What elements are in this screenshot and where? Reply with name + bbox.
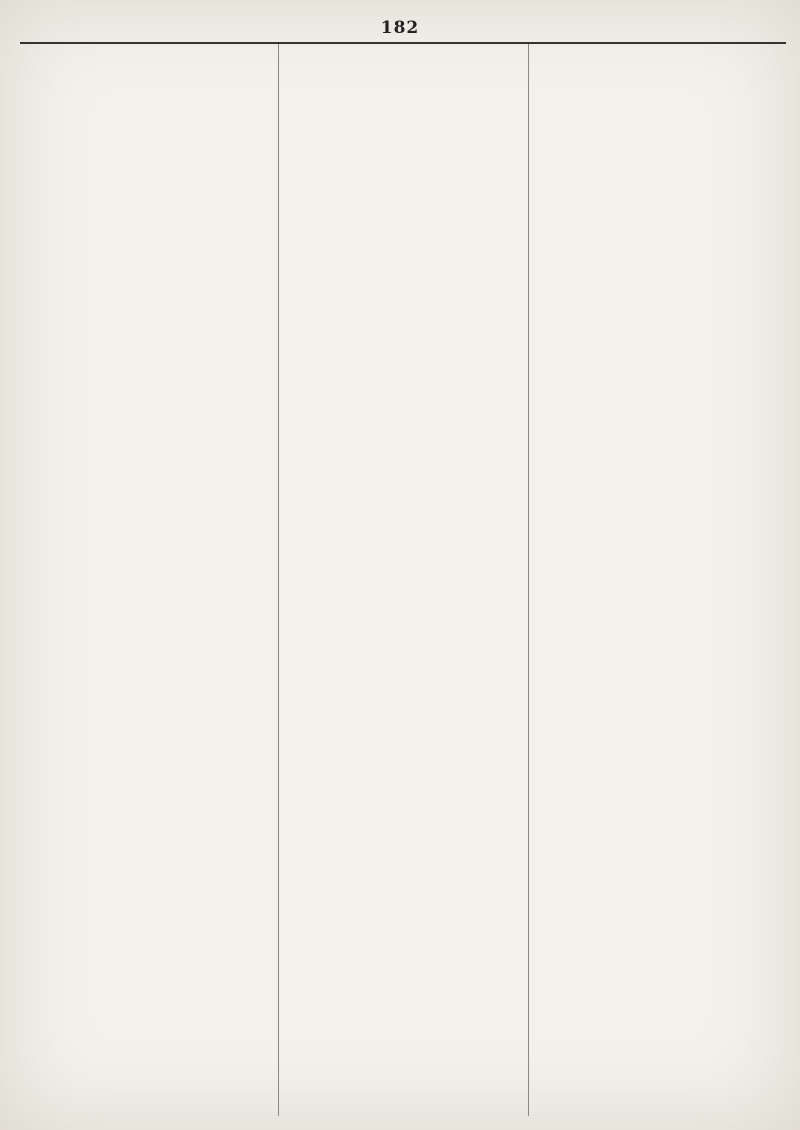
text-line <box>26 354 274 366</box>
text-line <box>534 689 786 701</box>
text-line <box>26 151 274 163</box>
text-line <box>534 486 786 498</box>
text-line <box>534 772 786 784</box>
text-line <box>534 187 786 199</box>
text-line <box>283 1057 523 1069</box>
text-line <box>534 1023 786 1035</box>
text-line <box>534 199 786 211</box>
text-line <box>534 80 786 92</box>
paragraph <box>534 187 786 474</box>
text-line <box>534 832 786 844</box>
text-line <box>283 701 523 713</box>
text-line <box>283 450 523 462</box>
text-line <box>283 985 523 997</box>
text-line <box>283 665 523 677</box>
text-line <box>283 151 523 163</box>
text-line <box>534 402 786 414</box>
text-line <box>534 319 786 331</box>
text-line <box>283 522 523 534</box>
text-line <box>26 498 274 510</box>
text-line <box>534 665 786 677</box>
text-line <box>283 474 523 486</box>
text-line <box>26 450 274 462</box>
text-line <box>283 319 523 331</box>
text-line <box>534 915 786 927</box>
text-line <box>26 116 274 128</box>
text-line <box>534 522 786 534</box>
text-line <box>26 868 274 880</box>
text-line <box>26 140 274 152</box>
text-line <box>26 760 274 772</box>
paragraph <box>283 510 523 689</box>
text-line <box>26 736 274 748</box>
text-line <box>283 545 523 557</box>
text-line <box>283 211 523 223</box>
text-line <box>283 92 523 104</box>
text-line <box>534 1095 786 1107</box>
text-line <box>283 116 523 128</box>
text-line <box>26 713 274 725</box>
text-line <box>26 366 274 378</box>
text-line <box>534 414 786 426</box>
text-line <box>283 390 523 402</box>
text-line <box>26 235 274 247</box>
text-line <box>283 713 523 725</box>
paragraph <box>534 44 786 187</box>
text-line <box>534 56 786 68</box>
text-line <box>534 295 786 307</box>
text-line <box>283 937 523 949</box>
text-line <box>26 808 274 820</box>
text-line <box>26 1011 274 1023</box>
text-line <box>26 187 274 199</box>
text-line <box>26 402 274 414</box>
text-line <box>26 486 274 498</box>
text-line <box>283 307 523 319</box>
text-line <box>534 438 786 450</box>
text-line <box>534 557 786 569</box>
text-line <box>283 557 523 569</box>
text-line <box>283 748 523 760</box>
text-line <box>283 1021 523 1033</box>
text-line <box>26 641 274 653</box>
text-line <box>283 80 523 92</box>
text-line <box>283 283 523 295</box>
text-line <box>26 784 274 796</box>
text-line <box>26 629 274 641</box>
text-line <box>283 1081 523 1093</box>
text-line <box>26 724 274 736</box>
text-line <box>283 510 523 522</box>
text-line <box>534 963 786 975</box>
text-line <box>283 1093 523 1105</box>
text-line <box>534 498 786 510</box>
text-line <box>534 390 786 402</box>
text-line <box>534 1011 786 1023</box>
text-line <box>26 163 274 175</box>
text-line <box>534 1047 786 1059</box>
text-line <box>283 223 523 235</box>
paragraph <box>283 283 523 510</box>
text-line <box>26 295 274 307</box>
text-line <box>283 56 523 68</box>
text-line <box>26 915 274 927</box>
page-header <box>0 8 800 44</box>
text-line <box>26 307 274 319</box>
text-line <box>283 569 523 581</box>
text-line <box>283 878 523 890</box>
text-line <box>283 973 523 985</box>
paragraph <box>283 175 523 282</box>
text-line <box>283 842 523 854</box>
text-line <box>534 474 786 486</box>
text-column-1 <box>26 44 274 1114</box>
text-line <box>283 830 523 842</box>
text-line <box>283 533 523 545</box>
text-line <box>534 605 786 617</box>
text-line <box>26 1059 274 1071</box>
paragraph <box>283 854 523 1114</box>
text-line <box>283 295 523 307</box>
text-line <box>534 975 786 987</box>
text-line <box>26 820 274 832</box>
text-line <box>534 987 786 999</box>
text-line <box>283 68 523 80</box>
text-line <box>534 223 786 235</box>
text-line <box>283 426 523 438</box>
text-line <box>26 653 274 665</box>
text-line <box>26 510 274 522</box>
text-line <box>26 677 274 689</box>
column-separator-1 <box>278 44 279 1116</box>
page-number: 182 <box>380 18 420 38</box>
text-line <box>534 880 786 892</box>
text-line <box>283 1009 523 1021</box>
text-line <box>283 593 523 605</box>
text-line <box>283 890 523 902</box>
text-line <box>534 951 786 963</box>
text-line <box>534 545 786 557</box>
text-line <box>26 104 274 116</box>
text-line <box>283 235 523 247</box>
text-line <box>26 80 274 92</box>
text-line <box>283 331 523 343</box>
text-line <box>283 163 523 175</box>
text-line <box>283 961 523 973</box>
text-line <box>26 414 274 426</box>
text-line <box>283 44 523 56</box>
text-line <box>26 832 274 844</box>
text-line <box>283 1033 523 1045</box>
paragraph <box>26 760 274 927</box>
text-line <box>26 175 274 187</box>
paragraph <box>534 665 786 892</box>
text-line <box>534 1071 786 1083</box>
text-line <box>534 366 786 378</box>
text-line <box>534 1106 786 1114</box>
text-line <box>283 199 523 211</box>
text-line <box>534 247 786 259</box>
paragraph <box>26 319 274 641</box>
paragraph <box>534 892 786 1011</box>
text-line <box>26 557 274 569</box>
text-line <box>283 247 523 259</box>
text-line <box>534 701 786 713</box>
text-line <box>26 581 274 593</box>
text-line <box>283 794 523 806</box>
text-line <box>26 927 274 939</box>
text-line <box>26 975 274 987</box>
column-separator-2 <box>528 44 529 1116</box>
text-line <box>26 892 274 904</box>
text-line <box>283 854 523 866</box>
text-line <box>26 199 274 211</box>
text-line <box>283 259 523 271</box>
text-line <box>283 462 523 474</box>
text-line <box>283 760 523 772</box>
text-line <box>534 151 786 163</box>
text-line <box>534 617 786 629</box>
text-line <box>534 844 786 856</box>
text-line <box>283 949 523 961</box>
text-line <box>26 223 274 235</box>
text-line <box>534 904 786 916</box>
text-line <box>283 617 523 629</box>
text-line <box>26 593 274 605</box>
text-line <box>534 307 786 319</box>
text-line <box>26 1083 274 1095</box>
text-line <box>534 939 786 951</box>
text-line <box>534 235 786 247</box>
text-line <box>534 677 786 689</box>
text-line <box>283 378 523 390</box>
text-line <box>26 772 274 784</box>
text-line <box>26 1035 274 1047</box>
text-line <box>26 438 274 450</box>
text-line <box>534 163 786 175</box>
text-line <box>534 116 786 128</box>
text-line <box>26 689 274 701</box>
text-line <box>283 925 523 937</box>
text-line <box>534 724 786 736</box>
text-line <box>534 999 786 1011</box>
text-line <box>534 569 786 581</box>
text-line <box>534 1083 786 1095</box>
text-line <box>534 927 786 939</box>
text-line <box>26 319 274 331</box>
text-line <box>26 1047 274 1059</box>
text-line <box>534 68 786 80</box>
text-line <box>534 271 786 283</box>
paragraph <box>283 794 523 854</box>
text-line <box>283 175 523 187</box>
text-line <box>26 569 274 581</box>
text-line <box>26 211 274 223</box>
text-line <box>283 772 523 784</box>
text-line <box>283 1045 523 1057</box>
text-line <box>26 426 274 438</box>
paragraph <box>534 1011 786 1114</box>
text-line <box>534 533 786 545</box>
text-line <box>534 510 786 522</box>
text-line <box>26 342 274 354</box>
text-line <box>283 354 523 366</box>
text-line <box>534 378 786 390</box>
text-line <box>26 378 274 390</box>
paragraph <box>26 641 274 760</box>
text-line <box>534 641 786 653</box>
text-line <box>26 44 274 56</box>
text-line <box>534 748 786 760</box>
text-line <box>534 175 786 187</box>
text-line <box>26 474 274 486</box>
text-column-2 <box>283 44 523 1114</box>
text-line <box>26 617 274 629</box>
text-line <box>534 331 786 343</box>
text-line <box>534 92 786 104</box>
text-line <box>534 44 786 56</box>
text-line <box>283 902 523 914</box>
text-line <box>26 331 274 343</box>
paragraph <box>26 44 274 199</box>
text-line <box>534 1035 786 1047</box>
text-line <box>283 271 523 283</box>
text-line <box>26 748 274 760</box>
text-line <box>26 259 274 271</box>
text-line <box>534 784 786 796</box>
text-line <box>534 581 786 593</box>
text-line <box>534 342 786 354</box>
text-line <box>26 1095 274 1107</box>
text-line <box>26 951 274 963</box>
text-line <box>26 1023 274 1035</box>
text-line <box>534 653 786 665</box>
text-line <box>534 808 786 820</box>
text-line <box>26 128 274 140</box>
text-line <box>534 462 786 474</box>
text-line <box>534 856 786 868</box>
text-line <box>26 522 274 534</box>
paragraph <box>283 44 523 116</box>
text-line <box>283 498 523 510</box>
text-line <box>283 818 523 830</box>
paragraph <box>26 927 274 1094</box>
text-line <box>26 1106 274 1114</box>
text-line <box>534 820 786 832</box>
text-line <box>534 892 786 904</box>
text-line <box>283 689 523 701</box>
text-line <box>534 128 786 140</box>
text-line <box>26 533 274 545</box>
text-line <box>26 545 274 557</box>
text-line <box>534 1059 786 1071</box>
text-line <box>26 701 274 713</box>
text-line <box>534 140 786 152</box>
text-line <box>283 677 523 689</box>
paragraph <box>283 116 523 176</box>
text-line <box>534 593 786 605</box>
text-line <box>26 56 274 68</box>
text-line <box>283 605 523 617</box>
text-line <box>26 271 274 283</box>
text-line <box>283 438 523 450</box>
text-line <box>534 713 786 725</box>
text-line <box>283 641 523 653</box>
text-line <box>26 1071 274 1083</box>
text-line <box>283 724 523 736</box>
text-line <box>283 140 523 152</box>
text-column-3 <box>534 44 786 1114</box>
text-line <box>534 796 786 808</box>
text-line <box>283 581 523 593</box>
text-line <box>283 187 523 199</box>
paragraph <box>26 199 274 318</box>
text-line <box>26 390 274 402</box>
text-line <box>26 92 274 104</box>
text-line <box>283 1105 523 1115</box>
text-line <box>26 904 274 916</box>
text-line <box>283 1069 523 1081</box>
text-line <box>283 997 523 1009</box>
text-line <box>26 247 274 259</box>
text-line <box>26 796 274 808</box>
text-line <box>26 999 274 1011</box>
text-line <box>26 283 274 295</box>
text-line <box>26 844 274 856</box>
text-line <box>26 856 274 868</box>
text-line <box>26 963 274 975</box>
text-line <box>26 605 274 617</box>
text-line <box>283 653 523 665</box>
text-line <box>534 104 786 116</box>
text-line <box>534 354 786 366</box>
text-line <box>26 462 274 474</box>
text-line <box>283 342 523 354</box>
text-line <box>26 68 274 80</box>
text-line <box>283 128 523 140</box>
text-line <box>534 868 786 880</box>
text-line <box>283 414 523 426</box>
paragraph <box>26 1095 274 1115</box>
text-line <box>283 629 523 641</box>
text-line <box>283 486 523 498</box>
text-line <box>283 866 523 878</box>
text-line <box>534 211 786 223</box>
text-line <box>283 914 523 926</box>
text-line <box>283 104 523 116</box>
text-line <box>26 987 274 999</box>
text-line <box>283 736 523 748</box>
text-line <box>26 939 274 951</box>
paragraph <box>534 474 786 665</box>
text-line <box>534 450 786 462</box>
text-line <box>283 402 523 414</box>
text-line <box>26 665 274 677</box>
paragraph <box>283 689 523 785</box>
text-line <box>283 806 523 818</box>
text-line <box>534 736 786 748</box>
text-line <box>283 366 523 378</box>
text-line <box>534 760 786 772</box>
text-line <box>534 629 786 641</box>
text-line <box>534 426 786 438</box>
text-line <box>26 880 274 892</box>
text-line <box>534 283 786 295</box>
text-line <box>534 259 786 271</box>
